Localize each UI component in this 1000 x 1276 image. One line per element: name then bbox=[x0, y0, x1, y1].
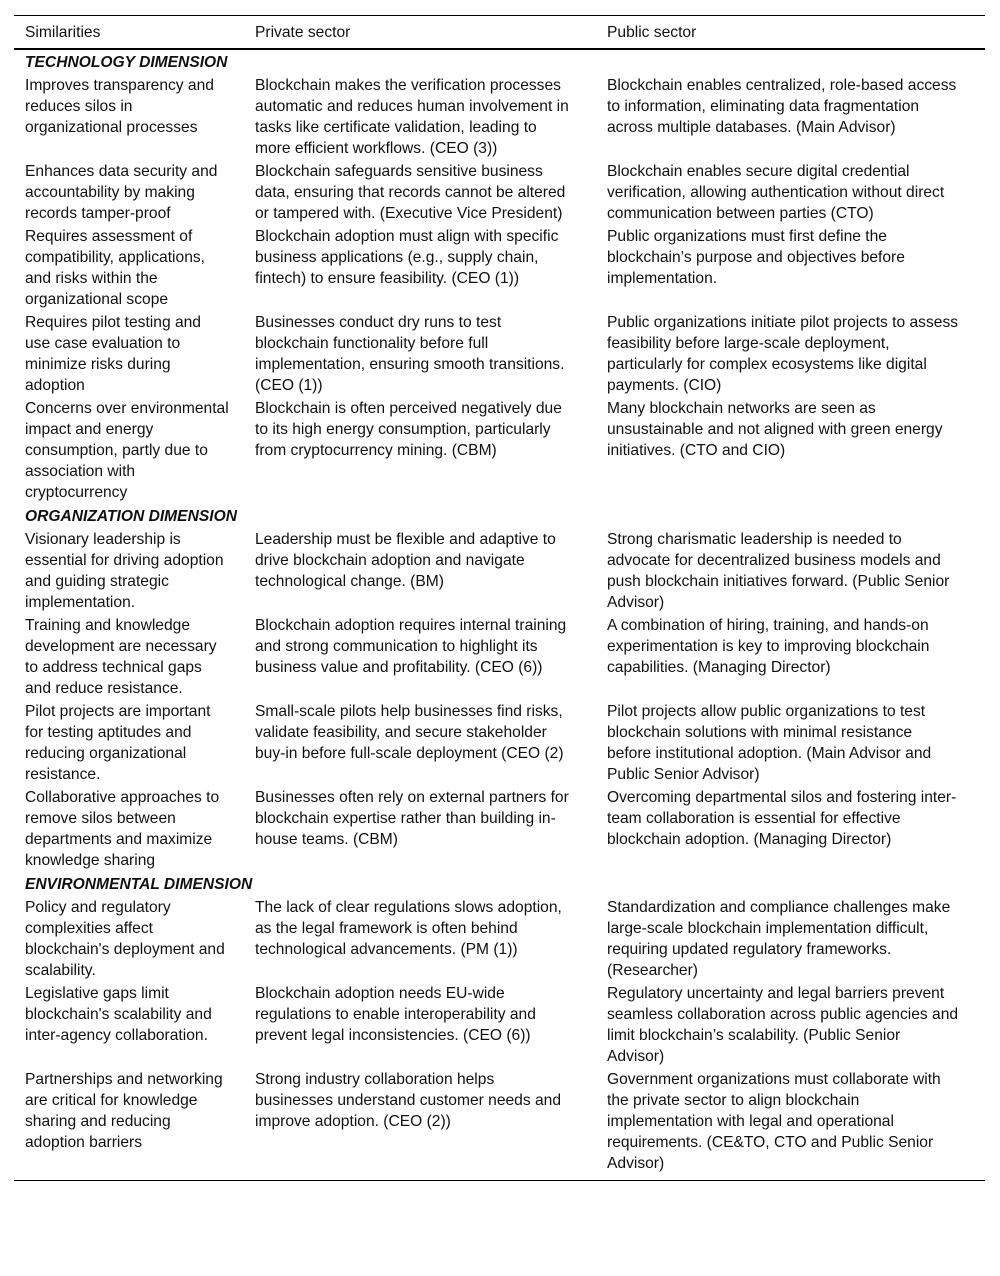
table-row bbox=[14, 982, 985, 1068]
table-row bbox=[14, 311, 985, 397]
public-sector-cell: A combination of hiring, training, and hands-on experimentation is key to improving blockchain capabilities. (Managing Director) bbox=[607, 617, 930, 676]
header-public-sector: Public sector bbox=[596, 16, 985, 50]
private-sector-cell: Businesses often rely on external partners for blockchain expertise rather than building in-house teams. (CBM) bbox=[255, 789, 569, 848]
private-sector-cell: Blockchain safeguards sensitive business data, ensuring that records cannot be altered or tampered with. (Executive Vice President) bbox=[255, 163, 566, 222]
table-row bbox=[14, 896, 985, 982]
table-row bbox=[14, 74, 985, 160]
similarity-cell: Enhances data security and accountability by making records tamper-proof bbox=[25, 163, 218, 222]
public-sector-cell: Blockchain enables secure digital credential verification, allowing authentication without direct communication between parties (CTO) bbox=[607, 163, 945, 222]
public-sector-cell: Pilot projects allow public organizations to test blockchain solutions with minimal resistance before institutional adoption. (Main Advisor and Public Senior Advisor) bbox=[607, 703, 932, 783]
public-sector-cell: Many blockchain networks are seen as unsustainable and not aligned with green energy initiatives. (CTO and CIO) bbox=[607, 400, 943, 459]
private-sector-cell: Businesses conduct dry runs to test blockchain functionality before full implementation, ensuring smooth transitions. (CEO (1)) bbox=[255, 314, 565, 394]
similarity-cell: Legislative gaps limit blockchain's scalability and inter-agency collaboration. bbox=[25, 985, 212, 1044]
private-sector-cell: Strong industry collaboration helps businesses understand customer needs and improve adoption. (CEO (2)) bbox=[255, 1071, 562, 1130]
section-header-row bbox=[14, 504, 985, 528]
section-title: ORGANIZATION DIMENSION bbox=[25, 508, 237, 525]
table-row bbox=[14, 160, 985, 225]
public-sector-cell: Public organizations initiate pilot projects to assess feasibility before large-scale deployment, particularly for complex ecosystems like digital payments. (CIO) bbox=[607, 314, 959, 394]
public-sector-cell: Standardization and compliance challenges make large-scale blockchain implementation difficult, requiring updated regulatory frameworks. (Researcher) bbox=[607, 899, 951, 979]
similarity-cell: Training and knowledge development are necessary to address technical gaps and reduce resistance. bbox=[25, 617, 217, 697]
similarity-cell: Requires assessment of compatibility, applications, and risks within the organizational scope bbox=[25, 228, 205, 308]
section-title: ENVIRONMENTAL DIMENSION bbox=[25, 876, 253, 893]
similarity-cell: Collaborative approaches to remove silos between departments and maximize knowledge sharing bbox=[25, 789, 220, 869]
similarity-cell: Requires pilot testing and use case evaluation to minimize risks during adoption bbox=[25, 314, 201, 394]
private-sector-cell: Blockchain adoption must align with specific business applications (e.g., supply chain, fintech) to ensure feasibility. (CEO (1)) bbox=[255, 228, 559, 287]
similarity-cell: Concerns over environmental impact and energy consumption, partly due to association with cryptocurrency bbox=[25, 400, 229, 501]
table-row bbox=[14, 700, 985, 786]
table-row bbox=[14, 225, 985, 311]
header-private-sector: Private sector bbox=[244, 16, 596, 50]
table-header bbox=[14, 16, 985, 50]
header-similarities: Similarities bbox=[14, 16, 244, 50]
similarity-cell: Partnerships and networking are critical for knowledge sharing and reducing adoption barriers bbox=[25, 1071, 223, 1151]
private-sector-cell: Blockchain is often perceived negatively due to its high energy consumption, particularly from cryptocurrency mining. (CBM) bbox=[255, 400, 562, 459]
comparison-table bbox=[14, 15, 985, 1180]
private-sector-cell: The lack of clear regulations slows adoption, as the legal framework is often behind technological advancements. (PM (1)) bbox=[255, 899, 562, 958]
section-title: TECHNOLOGY DIMENSION bbox=[25, 54, 228, 71]
bottom-rule bbox=[14, 1180, 985, 1181]
table-row bbox=[14, 1068, 985, 1180]
private-sector-cell: Blockchain adoption requires internal training and strong communication to highlight its business value and profitability. (CEO (6)) bbox=[255, 617, 567, 676]
similarity-cell: Policy and regulatory complexities affect blockchain's deployment and scalability. bbox=[25, 899, 225, 979]
table-row bbox=[14, 614, 985, 700]
table-row bbox=[14, 786, 985, 872]
public-sector-cell: Government organizations must collaborate with the private sector to align blockchain implementation with legal and operational requirements. (CE&TO, CTO and Public Senior Advisor) bbox=[607, 1071, 941, 1172]
public-sector-cell: Public organizations must first define the blockchain’s purpose and objectives before implementation. bbox=[607, 228, 905, 287]
section-header-row bbox=[14, 872, 985, 896]
public-sector-cell: Strong charismatic leadership is needed to advocate for decentralized business models and push blockchain initiatives forward. (Public Senior Advisor) bbox=[607, 531, 950, 611]
table-body bbox=[14, 49, 985, 1180]
comparison-table-container bbox=[14, 15, 985, 1181]
public-sector-cell: Regulatory uncertainty and legal barriers prevent seamless collaboration across public agencies and limit blockchain’s scalability. (Public Senior Advisor) bbox=[607, 985, 959, 1065]
public-sector-cell: Overcoming departmental silos and fostering inter-team collaboration is essential for effective blockchain adoption. (Managing Director) bbox=[607, 789, 957, 848]
section-header-row bbox=[14, 49, 985, 74]
similarity-cell: Visionary leadership is essential for driving adoption and guiding strategic implementation. bbox=[25, 531, 224, 611]
private-sector-cell: Blockchain makes the verification processes automatic and reduces human involvement in tasks like certificate validation, leading to more efficient workflows. (CEO (3)) bbox=[255, 77, 569, 157]
table-row bbox=[14, 397, 985, 504]
header-row bbox=[14, 16, 985, 50]
similarity-cell: Improves transparency and reduces silos in organizational processes bbox=[25, 77, 214, 136]
public-sector-cell: Blockchain enables centralized, role-based access to information, eliminating data fragmentation across multiple databases. (Main Advisor) bbox=[607, 77, 957, 136]
table-row bbox=[14, 528, 985, 614]
private-sector-cell: Small-scale pilots help businesses find risks, validate feasibility, and secure stakeholder buy-in before full-scale deployment (CEO (2) bbox=[255, 703, 564, 762]
private-sector-cell: Blockchain adoption needs EU-wide regulations to enable interoperability and prevent legal inconsistencies. (CEO (6)) bbox=[255, 985, 536, 1044]
similarity-cell: Pilot projects are important for testing aptitudes and reducing organizational resistance. bbox=[25, 703, 211, 783]
private-sector-cell: Leadership must be flexible and adaptive to drive blockchain adoption and navigate technological change. (BM) bbox=[255, 531, 556, 590]
